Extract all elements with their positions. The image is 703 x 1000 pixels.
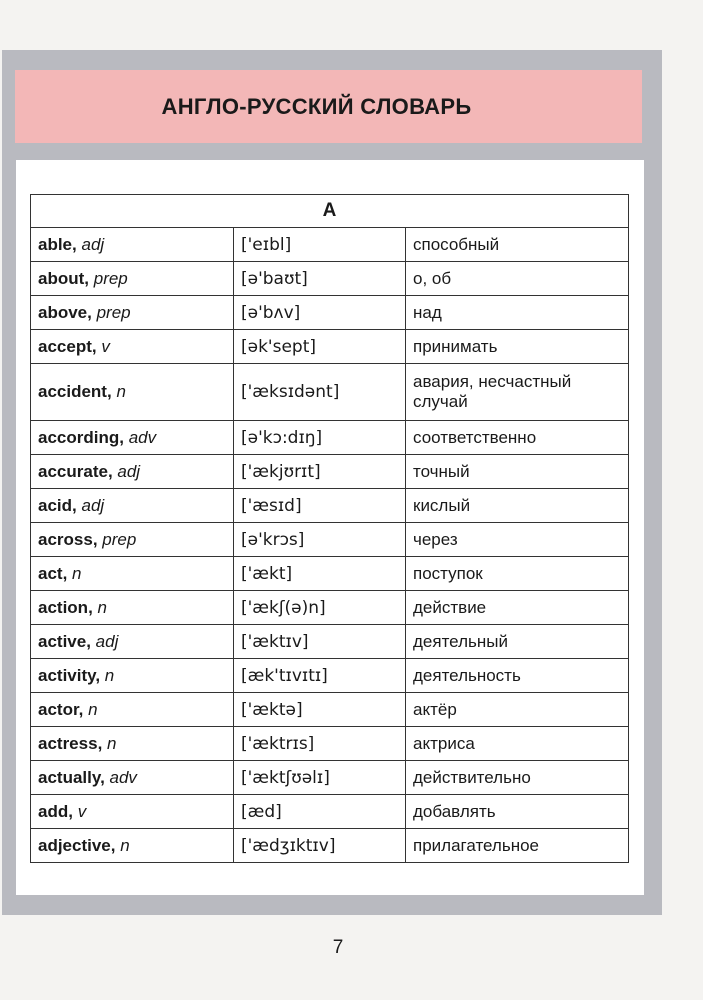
entry-transcription: [ək'sept]	[234, 330, 406, 364]
entry-transcription: ['æktrɪs]	[234, 727, 406, 761]
entry-transcription: ['æktə]	[234, 693, 406, 727]
entry-headword-cell	[31, 625, 234, 659]
entry-word: adjective	[38, 835, 111, 855]
entry-transcription: [æd]	[234, 795, 406, 829]
entry-separator: ,	[110, 835, 121, 855]
entry-headword-cell	[31, 557, 234, 591]
entry-separator: ,	[119, 427, 129, 447]
entry-part-of-speech: prep	[93, 268, 128, 288]
entry-part-of-speech: v	[101, 336, 110, 356]
entry-transcription: [ə'kɔ:dɪŋ]	[234, 421, 406, 455]
entry-transcription: [ə'krɔs]	[234, 523, 406, 557]
entry-part-of-speech: adj	[81, 495, 105, 515]
entry-transcription: ['ædʒɪktɪv]	[234, 829, 406, 863]
entry-word: acid	[38, 495, 73, 515]
entry-headword-cell	[31, 296, 234, 330]
dictionary-entry-row	[31, 421, 629, 455]
dictionary-body	[31, 228, 629, 863]
entry-word: accept	[38, 336, 92, 356]
entry-separator: ,	[72, 495, 82, 515]
entry-part-of-speech: adv	[109, 767, 137, 787]
entry-separator: ,	[91, 336, 102, 356]
dictionary-entry-row	[31, 228, 629, 262]
dictionary-entry-row	[31, 489, 629, 523]
entry-separator: ,	[100, 767, 110, 787]
dictionary-entry-row	[31, 693, 629, 727]
entry-headword-cell	[31, 829, 234, 863]
entry-separator: ,	[87, 302, 97, 322]
entry-translation: прилагательное	[406, 829, 629, 863]
entry-part-of-speech: v	[77, 801, 87, 821]
entry-translation: деятельность	[406, 659, 629, 693]
entry-translation: над	[406, 296, 629, 330]
entry-headword-cell	[31, 330, 234, 364]
entry-headword-cell	[31, 591, 234, 625]
entry-separator: ,	[62, 563, 73, 583]
entry-translation: через	[406, 523, 629, 557]
entry-word: accident	[38, 382, 107, 401]
entry-headword-cell	[31, 489, 234, 523]
entry-headword-cell	[31, 659, 234, 693]
entry-part-of-speech: n	[104, 665, 115, 685]
entry-translation: поступок	[406, 557, 629, 591]
entry-translation: о, об	[406, 262, 629, 296]
entry-part-of-speech: prep	[102, 529, 137, 549]
entry-word: actress	[38, 733, 98, 753]
entry-word: activity	[38, 665, 96, 685]
entry-separator: ,	[88, 597, 98, 617]
entry-headword-cell	[31, 693, 234, 727]
entry-part-of-speech: adv	[128, 427, 157, 447]
entry-translation: актёр	[406, 693, 629, 727]
entry-translation: соответственно	[406, 421, 629, 455]
entry-translation: действие	[406, 591, 629, 625]
entry-word: able	[38, 234, 73, 254]
entry-transcription: [ə'baʊt]	[234, 262, 406, 296]
entry-translation: способный	[406, 228, 629, 262]
entry-word: according	[38, 427, 120, 447]
entry-word: add	[38, 801, 69, 821]
entry-word: act	[38, 563, 63, 583]
entry-part-of-speech: n	[116, 382, 126, 401]
entry-translation: авария, несчастный случай	[406, 364, 629, 421]
entry-part-of-speech: prep	[96, 302, 131, 322]
section-letter: A	[31, 195, 629, 228]
entry-part-of-speech: n	[72, 563, 82, 583]
entry-separator: ,	[78, 699, 89, 719]
dictionary-entry-row	[31, 364, 629, 421]
entry-headword-cell	[31, 262, 234, 296]
entry-headword-cell	[31, 421, 234, 455]
dictionary-entry-row	[31, 727, 629, 761]
entry-transcription: ['ækt]	[234, 557, 406, 591]
entry-translation: принимать	[406, 330, 629, 364]
dictionary-entry-row	[31, 761, 629, 795]
entry-word: actually	[38, 767, 101, 787]
entry-part-of-speech: adj	[81, 234, 105, 254]
entry-transcription: ['æktɪv]	[234, 625, 406, 659]
dictionary-entry-row	[31, 330, 629, 364]
entry-translation: кислый	[406, 489, 629, 523]
entry-word: accurate	[38, 461, 108, 481]
entry-separator: ,	[106, 382, 117, 401]
entry-part-of-speech: n	[97, 597, 107, 617]
entry-word: action	[38, 597, 89, 617]
entry-headword-cell	[31, 455, 234, 489]
entry-transcription: ['ækjʊrɪt]	[234, 455, 406, 489]
entry-separator: ,	[72, 234, 82, 254]
entry-headword-cell	[31, 761, 234, 795]
page-number: 7	[332, 937, 344, 958]
entry-word: above	[38, 302, 88, 322]
entry-headword-cell	[31, 727, 234, 761]
entry-separator: ,	[84, 268, 94, 288]
page-title: АНГЛО-РУССКИЙ СЛОВАРЬ	[161, 93, 472, 119]
dictionary-entry-row	[31, 659, 629, 693]
entry-transcription: ['æksɪdənt]	[234, 364, 406, 421]
entry-translation: добавлять	[406, 795, 629, 829]
entry-translation: точный	[406, 455, 629, 489]
entry-part-of-speech: n	[88, 699, 98, 719]
entry-separator: ,	[97, 733, 108, 753]
entry-separator: ,	[86, 631, 96, 651]
dictionary-entry-row	[31, 557, 629, 591]
entry-part-of-speech: n	[107, 733, 117, 753]
entry-transcription: [æk'tɪvɪtɪ]	[234, 659, 406, 693]
title-banner	[15, 70, 642, 143]
dictionary-entry-row	[31, 296, 629, 330]
entry-separator: ,	[68, 801, 78, 821]
section-header-row	[31, 195, 629, 228]
dictionary-entry-row	[31, 829, 629, 863]
entry-part-of-speech: adj	[95, 631, 119, 651]
entry-transcription: ['eɪbl]	[234, 228, 406, 262]
entry-part-of-speech: n	[120, 835, 130, 855]
entry-part-of-speech: adj	[117, 461, 141, 481]
entry-headword-cell	[31, 523, 234, 557]
dictionary-entry-row	[31, 262, 629, 296]
entry-separator: ,	[95, 665, 105, 685]
entry-headword-cell	[31, 795, 234, 829]
entry-word: actor	[38, 699, 79, 719]
entry-transcription: ['æsɪd]	[234, 489, 406, 523]
dictionary-entry-row	[31, 455, 629, 489]
entry-word: active	[38, 631, 87, 651]
entry-transcription: ['ækʃ(ə)n]	[234, 591, 406, 625]
entry-word: across	[38, 529, 93, 549]
entry-separator: ,	[92, 529, 103, 549]
dictionary-entry-row	[31, 523, 629, 557]
entry-word: about	[38, 268, 85, 288]
entry-headword-cell	[31, 364, 234, 421]
entry-separator: ,	[107, 461, 118, 481]
entry-translation: действительно	[406, 761, 629, 795]
dictionary-entry-row	[31, 591, 629, 625]
entry-transcription: ['æktʃʊəlɪ]	[234, 761, 406, 795]
entry-headword-cell	[31, 228, 234, 262]
dictionary-table	[30, 194, 629, 863]
entry-transcription: [ə'bʌv]	[234, 296, 406, 330]
entry-translation: актриса	[406, 727, 629, 761]
dictionary-entry-row	[31, 625, 629, 659]
dictionary-entry-row	[31, 795, 629, 829]
entry-translation: деятельный	[406, 625, 629, 659]
